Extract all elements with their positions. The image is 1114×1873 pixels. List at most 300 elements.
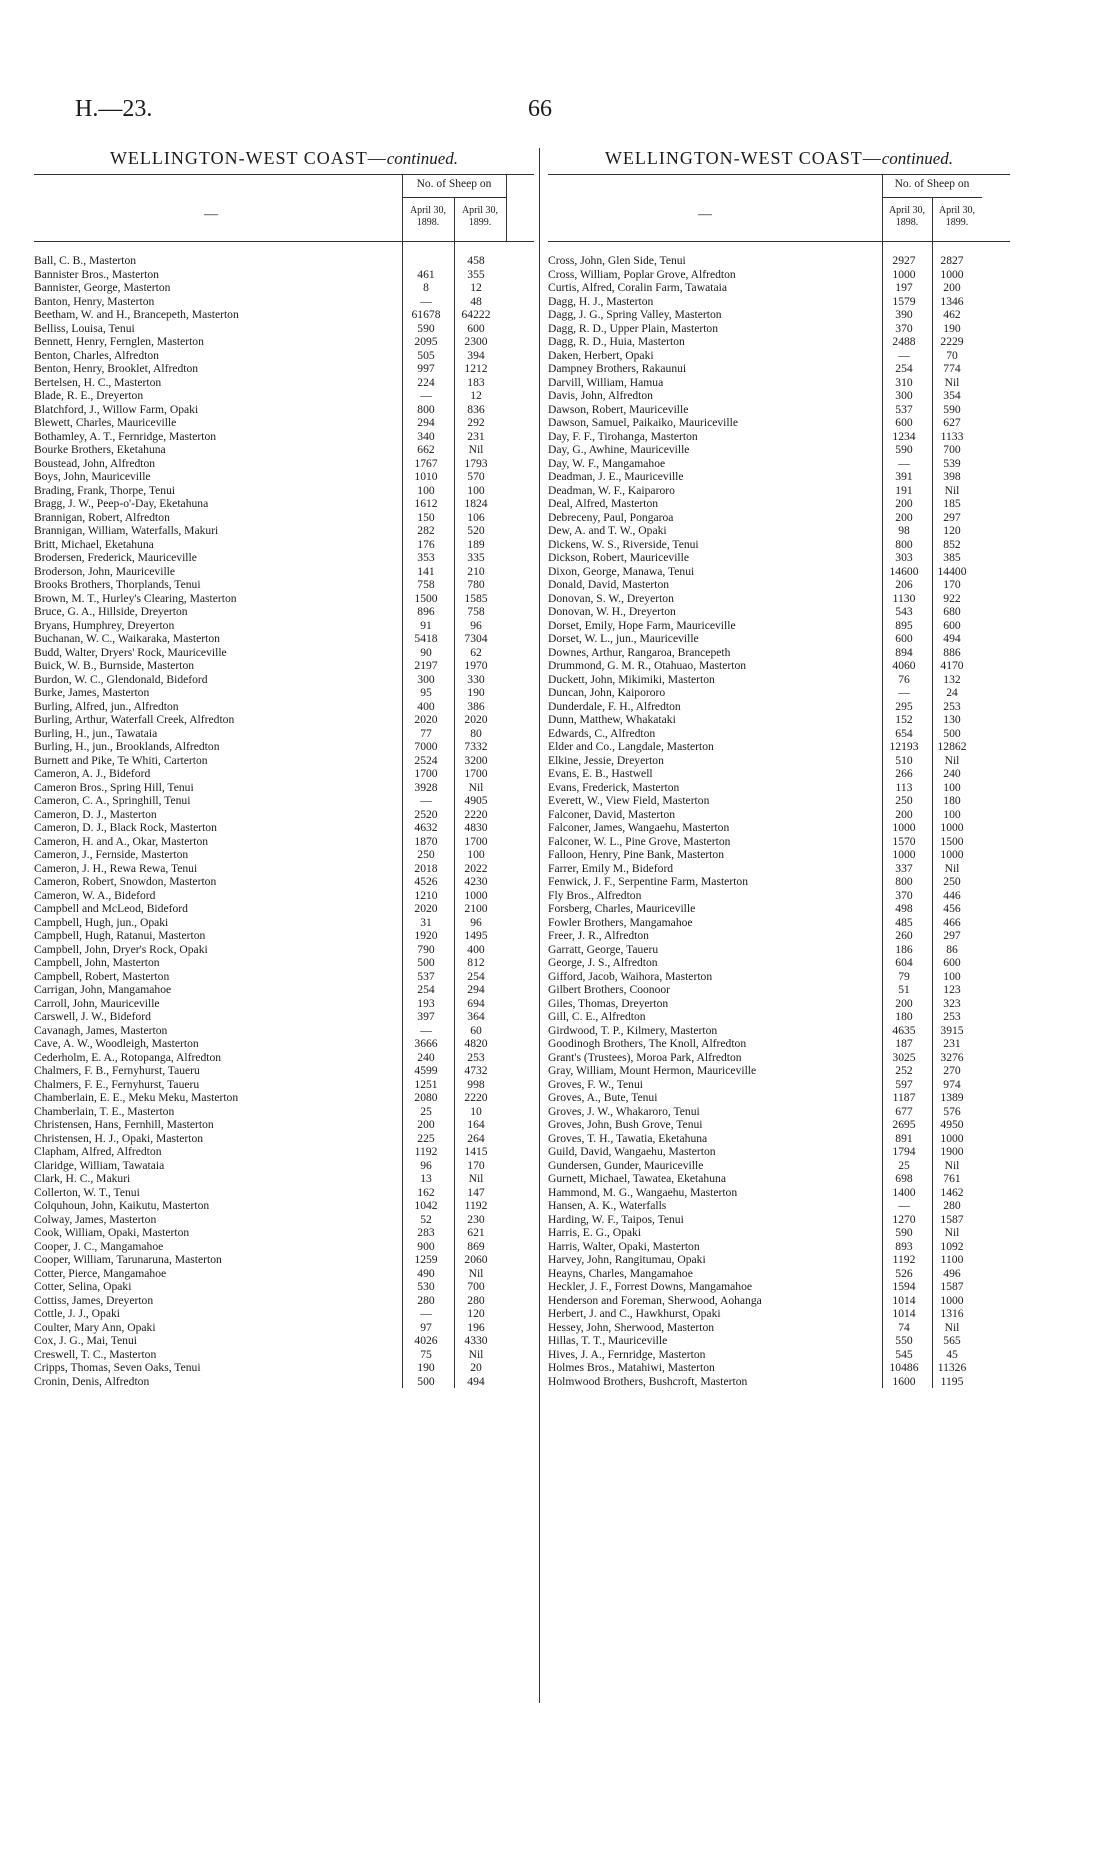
sheep-count-1899: 80 <box>470 726 482 740</box>
column-divider <box>539 148 540 1703</box>
sheep-count-1898: 98 <box>898 524 910 537</box>
owner-name: Cripps, Thomas, Seven Oaks, Tenui <box>34 1361 201 1374</box>
table-row <box>548 794 1010 808</box>
sheep-count-1899: 120 <box>943 524 961 537</box>
table-row <box>548 781 1010 795</box>
sheep-count-1898: 590 <box>417 321 435 335</box>
owner-name: Deadman, W. F., Kaiparoro <box>548 483 675 497</box>
sheep-count-1898: 4599 <box>414 1064 438 1077</box>
sheep-count-1899: Nil <box>468 1266 484 1280</box>
table-row <box>34 740 534 754</box>
sheep-count-1899: 1212 <box>464 362 488 375</box>
sheep-count-1898: 2018 <box>414 861 438 875</box>
sheep-count-1899: 1092 <box>940 1239 964 1253</box>
owner-name: Herbert, J. and C., Hawkhurst, Opaki <box>548 1307 721 1320</box>
sheep-count-1898: 698 <box>895 1172 913 1185</box>
owner-name: Burling, Alfred, jun., Alfredton <box>34 699 179 713</box>
owner-name: Cave, A. W., Woodleigh, Masterton <box>34 1037 199 1050</box>
sheep-count-1899: 1389 <box>940 1091 964 1104</box>
table-row <box>34 956 534 970</box>
sheep-count-1898: 61678 <box>411 308 441 321</box>
table-row <box>34 1348 534 1362</box>
sheep-count-1899: 600 <box>943 618 961 632</box>
table-row <box>548 1226 1010 1240</box>
sheep-count-1899: 2060 <box>464 1253 488 1266</box>
sheep-count-1898: 498 <box>895 902 913 915</box>
table-row <box>548 389 1010 403</box>
sheep-count-1898: 97 <box>420 1320 432 1334</box>
owner-name: Falloon, Henry, Pine Bank, Masterton <box>548 848 725 861</box>
owner-name: Dagg, J. G., Spring Valley, Masterton <box>548 308 722 321</box>
table-row <box>548 322 1010 336</box>
owner-name: Fly Bros., Alfredton <box>548 888 642 902</box>
owner-name: Cameron, A. J., Bideford <box>34 767 151 780</box>
sheep-count-1899: 45 <box>946 1347 958 1361</box>
sheep-count-1899: 10 <box>470 1104 482 1118</box>
owner-name: Blatchford, J., Willow Farm, Opaki <box>34 402 199 416</box>
sheep-count-1898: 600 <box>895 632 913 645</box>
sheep-count-1899: 1587 <box>940 1212 964 1226</box>
sheep-count-1898: — <box>420 294 432 308</box>
table-row <box>548 956 1010 970</box>
owner-name: Cameron, J., Fernside, Masterton <box>34 848 189 861</box>
sheep-count-1898: 1042 <box>414 1199 438 1212</box>
owner-name: Campbell, Hugh, Ratanui, Masterton <box>34 929 206 942</box>
sheep-count-1898: 894 <box>895 645 913 659</box>
sheep-count-1898: — <box>898 1199 910 1212</box>
sheep-count-1898: 893 <box>895 1239 913 1253</box>
sheep-count-1898: 4026 <box>414 1334 438 1347</box>
sheep-count-1898: 13 <box>420 1172 432 1185</box>
owner-name: Freer, J. R., Alfredton <box>548 929 649 942</box>
sheep-count-1899: 1824 <box>464 497 488 510</box>
sheep-count-1899: Nil <box>468 1347 484 1361</box>
owner-name: Gifford, Jacob, Waihora, Masterton <box>548 969 713 983</box>
sheep-count-1899: 250 <box>943 875 961 888</box>
sheep-count-1898: 254 <box>417 983 435 996</box>
table-row <box>548 821 1010 835</box>
table-row <box>548 484 1010 498</box>
table-row <box>548 970 1010 984</box>
owner-name: Brown, M. T., Hurley's Clearing, Masterton <box>34 591 237 605</box>
table-row <box>34 889 534 903</box>
sheep-count-1899: 20 <box>470 1361 482 1374</box>
sheep-count-1898: 180 <box>895 1010 913 1023</box>
sheep-count-1898: 397 <box>417 1010 435 1023</box>
table-row <box>34 443 534 457</box>
sheep-count-1898: 14600 <box>889 564 919 578</box>
table-row <box>548 1132 1010 1146</box>
sheep-count-1899: 600 <box>943 956 961 969</box>
table-row <box>34 1132 534 1146</box>
sheep-count-1898: 200 <box>417 1118 435 1131</box>
table-row <box>548 835 1010 849</box>
sheep-count-1899: 576 <box>943 1104 961 1118</box>
sheep-count-1898: 1000 <box>892 848 916 861</box>
sheep-count-1898: 997 <box>417 362 435 375</box>
table-row <box>548 443 1010 457</box>
table-row <box>548 1321 1010 1335</box>
sheep-count-1898: 1870 <box>414 834 438 848</box>
table-row <box>548 511 1010 525</box>
table-row <box>34 970 534 984</box>
table-row <box>34 1321 534 1335</box>
table-row <box>548 578 1010 592</box>
owner-name: Chalmers, F. B., Fernyhurst, Taueru <box>34 1064 200 1077</box>
table-row <box>548 875 1010 889</box>
sheep-count-1898: 4632 <box>414 821 438 834</box>
sheep-count-1898: — <box>420 1023 432 1037</box>
sheep-count-1899: Nil <box>944 861 960 875</box>
table-row <box>34 632 534 646</box>
table-row <box>548 551 1010 565</box>
sheep-count-1899: 1000 <box>940 1131 964 1145</box>
sheep-count-1898: 340 <box>417 429 435 443</box>
owner-name: Dagg, H. J., Masterton <box>548 294 654 308</box>
sheep-count-1898: 1251 <box>414 1077 438 1091</box>
table-row <box>548 1240 1010 1254</box>
owner-name: Henderson and Foreman, Sherwood, Aohanga <box>548 1293 762 1307</box>
sheep-count-1898: 1234 <box>892 429 916 443</box>
sheep-count-1899: 496 <box>943 1266 961 1280</box>
sheep-count-1899: 2300 <box>464 335 488 348</box>
name-column-dash: — <box>204 207 218 222</box>
table-row <box>34 1091 534 1105</box>
sheep-count-1898: 77 <box>420 726 432 740</box>
table-row <box>34 754 534 768</box>
sheep-count-1898: 490 <box>417 1266 435 1280</box>
owner-name: Cooper, William, Tarunaruna, Masterton <box>34 1253 222 1266</box>
owner-name: Cross, John, Glen Side, Tenui <box>548 254 686 267</box>
sheep-count-1899: 500 <box>943 726 961 740</box>
owner-name: Duckett, John, Mikimiki, Masterton <box>548 672 715 686</box>
owner-name: Gundersen, Gunder, Mauriceville <box>548 1158 704 1172</box>
sheep-count-1899: 62 <box>470 645 482 659</box>
sheep-count-1898: 91 <box>420 618 432 632</box>
sheep-count-1899: 4820 <box>464 1037 488 1050</box>
sheep-count-1899: 758 <box>467 605 485 618</box>
sheep-count-1898: 266 <box>895 767 913 780</box>
owner-name: Carswell, J. W., Bideford <box>34 1010 151 1023</box>
sheep-count-1899: 170 <box>467 1158 485 1172</box>
sheep-count-1899: 1000 <box>940 821 964 834</box>
sheep-count-1899: 458 <box>467 254 485 267</box>
owner-name: Darvill, William, Hamua <box>548 375 664 389</box>
sheep-count-1898: 543 <box>895 605 913 618</box>
sheep-count-1899: 570 <box>467 470 485 483</box>
sheep-count-1898 <box>402 254 450 268</box>
sheep-count-1898: 100 <box>417 483 435 497</box>
sheep-count-1899: 64222 <box>461 308 491 321</box>
table-row <box>34 673 534 687</box>
owner-name: Gurnett, Michael, Tawatea, Eketahuna <box>548 1172 726 1185</box>
sheep-count-1899: 231 <box>467 429 485 443</box>
owner-name: Falconer, W. L., Pine Grove, Masterton <box>548 834 731 848</box>
sheep-count-1898: 74 <box>898 1320 910 1334</box>
sheep-count-1899: 680 <box>943 605 961 618</box>
owner-name: Banton, Henry, Masterton <box>34 294 155 308</box>
sheep-count-1899: 590 <box>943 402 961 416</box>
sheep-count-1899: 386 <box>467 699 485 713</box>
sheep-count-1899: 400 <box>467 942 485 956</box>
table-row <box>548 1213 1010 1227</box>
owner-name: Cotter, Pierce, Mangamahoe <box>34 1266 167 1280</box>
sheep-count-1899: 100 <box>943 969 961 983</box>
table-row <box>548 1010 1010 1024</box>
owner-name: Belliss, Louisa, Tenui <box>34 321 135 335</box>
sheep-count-1899: 70 <box>946 348 958 362</box>
sheep-count-1899: 123 <box>943 983 961 996</box>
owner-name: Day, W. F., Mangamahoe <box>548 456 666 470</box>
table-row <box>548 335 1010 349</box>
sheep-count-1898: 1570 <box>892 834 916 848</box>
sheep-count-1899: 627 <box>943 416 961 429</box>
sheep-count-1898: 2080 <box>414 1091 438 1104</box>
document-code: H.—23. <box>75 96 153 122</box>
sheep-count-1898: 800 <box>417 402 435 416</box>
owner-name: Fowler Brothers, Mangamahoe <box>548 915 693 929</box>
owner-name: Cameron, D. J., Masterton <box>34 807 157 821</box>
owner-name: Day, F. F., Tirohanga, Masterton <box>548 429 698 443</box>
owner-name: Groves, A., Bute, Tenui <box>548 1091 658 1104</box>
owner-name: Burling, Arthur, Waterfall Creek, Alfredton <box>34 713 235 726</box>
owner-name: Buchanan, W. C., Waikaraka, Masterton <box>34 632 220 645</box>
sheep-count-1898: — <box>420 794 432 807</box>
sheep-count-1899: 1970 <box>464 659 488 672</box>
table-row <box>34 281 534 295</box>
sheep-count-1899: 96 <box>470 915 482 929</box>
sheep-count-1898: 1700 <box>414 767 438 780</box>
table-row <box>34 781 534 795</box>
owner-name: Curtis, Alfred, Coralin Farm, Tawataia <box>548 281 727 294</box>
table-row <box>548 686 1010 700</box>
owner-name: Christensen, Hans, Fernhill, Masterton <box>34 1118 214 1131</box>
table-row <box>34 524 534 538</box>
page-number: 66 <box>528 96 552 122</box>
sheep-count-1898: 152 <box>895 713 913 726</box>
sheep-count-1898: 31 <box>420 915 432 929</box>
sheep-count-1899: 446 <box>943 888 961 902</box>
sheep-count-1899: 780 <box>467 578 485 591</box>
table-row <box>548 254 1010 268</box>
sheep-count-1898: 224 <box>417 375 435 389</box>
table-row <box>34 1280 534 1294</box>
sheep-count-1898: 294 <box>417 416 435 429</box>
sheep-count-1898: 391 <box>895 470 913 483</box>
table-row <box>548 997 1010 1011</box>
table-row <box>34 1307 534 1321</box>
sheep-count-1898: 800 <box>895 537 913 551</box>
table-row <box>548 673 1010 687</box>
owner-name: Clapham, Alfred, Alfredton <box>34 1145 162 1158</box>
sheep-count-1898: 282 <box>417 524 435 537</box>
owner-name: Harris, E. G., Opaki <box>548 1226 642 1239</box>
sheep-count-1899: 48 <box>470 294 482 308</box>
table-row <box>548 1105 1010 1119</box>
sheep-count-1899: Nil <box>944 1158 960 1172</box>
table-row <box>34 1361 534 1375</box>
sheep-count-1899: 2022 <box>464 861 488 875</box>
sheep-count-1899: 330 <box>467 672 485 686</box>
owner-name: Brannigan, Robert, Alfredton <box>34 510 170 524</box>
sheep-count-1898: — <box>898 686 910 699</box>
sheep-count-1898: 295 <box>895 699 913 713</box>
table-body <box>548 242 1010 1388</box>
table-row <box>34 821 534 835</box>
table-row <box>548 605 1010 619</box>
table-row <box>548 376 1010 390</box>
sheep-count-1899: Nil <box>468 1172 484 1185</box>
table-row <box>34 592 534 606</box>
owner-name: Boys, John, Mauriceville <box>34 470 151 483</box>
sheep-count-1899: 12 <box>470 389 482 402</box>
sheep-count-1899: 1192 <box>464 1199 488 1212</box>
sheep-count-1898: 225 <box>417 1131 435 1145</box>
sheep-count-1898: 2524 <box>414 753 438 767</box>
sheep-count-1898: 75 <box>420 1347 432 1361</box>
owner-name: Dixon, George, Manawa, Tenui <box>548 564 695 578</box>
sheep-count-1899: 100 <box>467 848 485 861</box>
sheep-count-1898: 300 <box>895 389 913 402</box>
sheep-count-1899: 1700 <box>464 834 488 848</box>
owner-name: Heayns, Charles, Mangamahoe <box>548 1266 693 1280</box>
table-row <box>34 1037 534 1051</box>
owner-name: Carrigan, John, Mangamahoe <box>34 983 172 996</box>
table-row <box>548 916 1010 930</box>
table-row <box>548 700 1010 714</box>
sheep-count-1899: 761 <box>943 1172 961 1185</box>
sheep-count-1899: 494 <box>467 1374 485 1388</box>
table-row <box>548 889 1010 903</box>
name-column-dash: — <box>698 207 712 222</box>
table-row <box>548 497 1010 511</box>
owner-name: Cook, William, Opaki, Masterton <box>34 1226 190 1239</box>
owner-name: Collerton, W. T., Tenui <box>34 1185 140 1199</box>
table-row <box>34 1199 534 1213</box>
table-header <box>34 174 534 242</box>
owner-name: Campbell, Robert, Masterton <box>34 969 170 983</box>
owner-name: Chalmers, F. E., Fernyhurst, Taueru <box>34 1077 200 1091</box>
sheep-count-1899: 364 <box>467 1010 485 1023</box>
sheep-count-1898: 176 <box>417 537 435 551</box>
owner-name: Cameron, H. and A., Okar, Masterton <box>34 834 209 848</box>
owner-name: Guild, David, Wangaehu, Masterton <box>548 1145 716 1158</box>
owner-name: Cavanagh, James, Masterton <box>34 1023 168 1037</box>
owner-name: Colquhoun, John, Kaikutu, Masterton <box>34 1199 210 1212</box>
left-column <box>34 148 534 1388</box>
sheep-count-1898: 1594 <box>892 1280 916 1293</box>
sheep-count-1899: 196 <box>467 1320 485 1334</box>
sheep-count-1899: 130 <box>943 713 961 726</box>
sheep-count-1899: 600 <box>467 321 485 335</box>
sheep-count-1899: 335 <box>467 551 485 564</box>
owner-name: George, J. S., Alfredton <box>548 956 658 969</box>
table-row <box>548 1253 1010 1267</box>
table-row <box>34 713 534 727</box>
sheep-count-1899: Nil <box>944 1226 960 1239</box>
owner-name: Elkine, Jessie, Dreyerton <box>548 753 664 767</box>
table-row <box>34 1010 534 1024</box>
sheep-count-1899: 1000 <box>940 267 964 281</box>
sheep-count-1899: 998 <box>467 1077 485 1091</box>
sheep-count-1898: 1130 <box>892 591 916 605</box>
sheep-count-1899: 100 <box>467 483 485 497</box>
sheep-count-1899: 2229 <box>940 335 964 348</box>
owner-name: Claridge, William, Tawataia <box>34 1158 165 1172</box>
sheep-count-1898: 891 <box>895 1131 913 1145</box>
owner-name: Cross, William, Poplar Grove, Alfredton <box>548 267 736 281</box>
sheep-count-1898: 353 <box>417 551 435 564</box>
sheep-count-1899: 170 <box>943 578 961 591</box>
sheep-count-1898: 95 <box>420 686 432 699</box>
column-title: WELLINGTON-WEST COAST—continued. <box>109 148 459 168</box>
sheep-count-1898: 1270 <box>892 1212 916 1226</box>
sheep-count-1899: 86 <box>946 942 958 956</box>
owner-name: Britt, Michael, Eketahuna <box>34 537 154 551</box>
owner-name: Burling, H., jun., Brooklands, Alfredton <box>34 740 220 753</box>
sheep-count-1898: 337 <box>895 861 913 875</box>
owner-name: Donald, David, Masterton <box>548 578 670 591</box>
owner-name: Daken, Herbert, Opaki <box>548 348 654 362</box>
sheep-count-1898: 200 <box>895 807 913 821</box>
sheep-count-1899: 96 <box>470 618 482 632</box>
sheep-count-1898: 1612 <box>414 497 438 510</box>
sheep-count-1898: 1600 <box>892 1374 916 1388</box>
sheep-count-1898: 197 <box>895 281 913 294</box>
sheep-count-1899: Nil <box>944 753 960 767</box>
owner-name: Groves, John, Bush Grove, Tenui <box>548 1118 703 1131</box>
sheep-count-1898: 3025 <box>892 1050 916 1064</box>
table-row <box>548 1348 1010 1362</box>
owner-name: Davis, John, Alfredton <box>548 389 653 402</box>
sheep-count-1898: 250 <box>417 848 435 861</box>
sheep-count-1898: 76 <box>898 672 910 686</box>
sheep-count-1898: 597 <box>895 1077 913 1091</box>
table-row <box>548 524 1010 538</box>
sheep-count-1899: 2220 <box>464 1091 488 1104</box>
owner-name: Cooper, J. C., Mangamahoe <box>34 1239 164 1253</box>
owner-name: Garratt, George, Taueru <box>548 942 659 956</box>
sheep-count-1899: 394 <box>467 348 485 362</box>
table-row <box>34 1145 534 1159</box>
sheep-count-1898: 1500 <box>414 591 438 605</box>
sheep-count-1899: 12862 <box>937 740 967 753</box>
owner-name: Cameron, W. A., Bideford <box>34 888 156 902</box>
table-row <box>34 389 534 403</box>
sheep-count-1899: 11326 <box>937 1361 967 1374</box>
sheep-count-1898: 2095 <box>414 335 438 348</box>
table-row <box>34 538 534 552</box>
sheep-count-1899: 355 <box>467 267 485 281</box>
sheep-count-1899: 3915 <box>940 1023 964 1037</box>
sheep-count-1899: 3200 <box>464 753 488 767</box>
sheep-count-1898: 310 <box>895 375 913 389</box>
sheep-count-1898: 400 <box>417 699 435 713</box>
owner-name: Chamberlain, E. E., Meku Meku, Masterton <box>34 1091 239 1104</box>
sheep-count-1899: 1900 <box>940 1145 964 1158</box>
owner-name: Cottle, J. J., Opaki <box>34 1307 120 1320</box>
sheep-count-1898: 1400 <box>892 1185 916 1199</box>
sheep-count-1898: 3928 <box>414 780 438 794</box>
sheep-count-1899: 2827 <box>940 254 964 267</box>
sheep-count-1899: 494 <box>943 632 961 645</box>
owner-name: Ball, C. B., Masterton <box>34 254 137 267</box>
owner-name: Cederholm, E. A., Rotopanga, Alfredton <box>34 1050 222 1064</box>
sheep-count-1898: 2020 <box>414 902 438 915</box>
sheep-count-1899: Nil <box>468 443 484 456</box>
sheep-count-1899: 294 <box>467 983 485 996</box>
sheep-count-1898: 370 <box>895 888 913 902</box>
